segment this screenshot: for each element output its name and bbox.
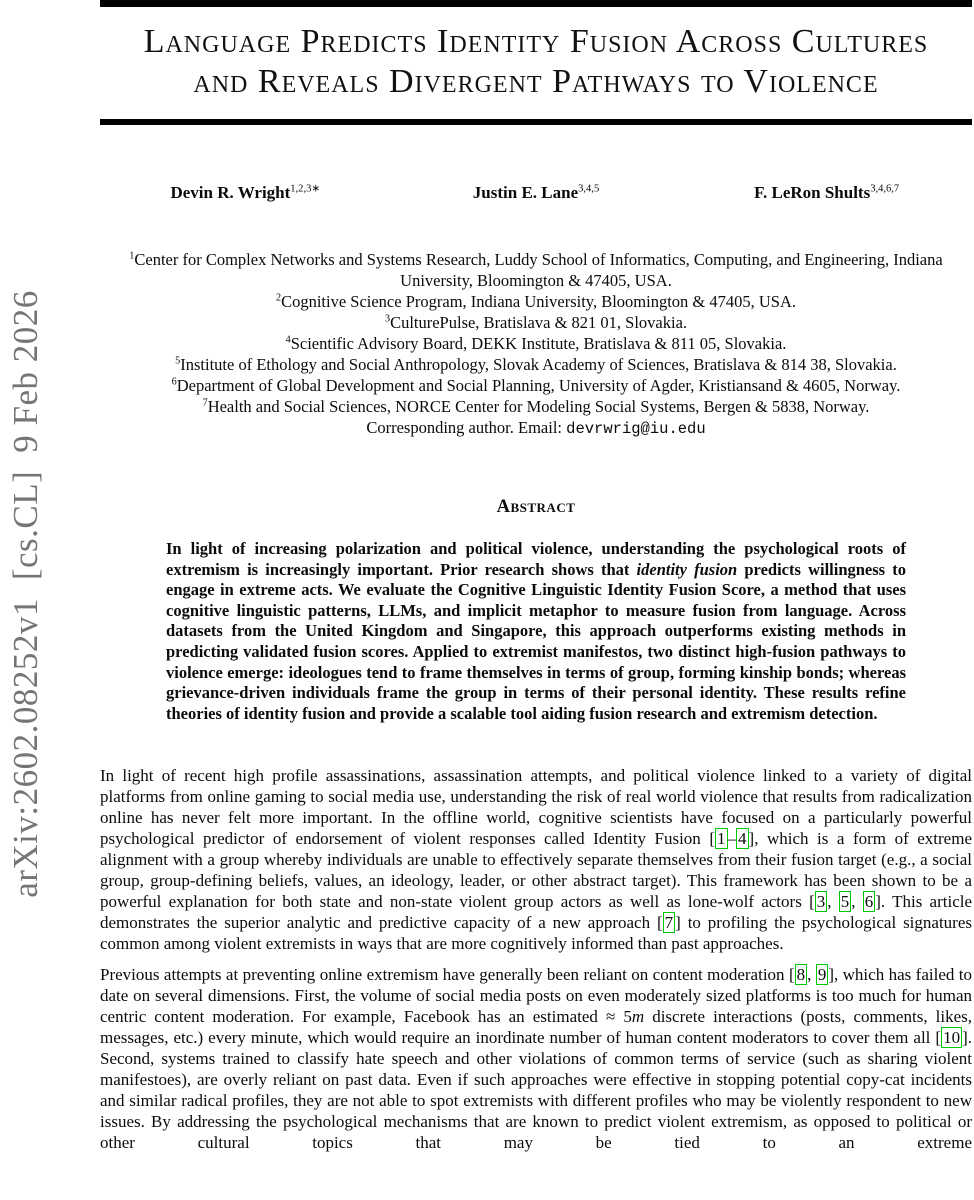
- affiliation-line: [100, 375, 972, 396]
- corresponding-author-line: [100, 417, 972, 440]
- affiliation-line: [100, 396, 972, 417]
- affiliation-line: [100, 333, 972, 354]
- citation-link[interactable]: 10: [943, 1028, 961, 1048]
- affiliations-block: [100, 249, 972, 440]
- title-line-2: and Reveals Divergent Pathways to Violence: [193, 63, 879, 100]
- citation-link[interactable]: 1: [717, 829, 726, 849]
- citation-link[interactable]: 8: [796, 965, 806, 985]
- title-rule-top: [100, 0, 972, 7]
- author-name: Devin R. Wright: [170, 183, 291, 202]
- affiliation-superscript: 2: [275, 292, 282, 304]
- affiliation-text: Department of Global Development and Social Planning, University of Agder, Kristiansand & 4605, Norway.: [176, 376, 901, 395]
- citation-link[interactable]: 4: [738, 829, 747, 849]
- affiliation-line: [100, 312, 972, 333]
- affiliation-text: Institute of Ethology and Social Anthropology, Slovak Academy of Sciences, Bratislava & 814 38, Slovakia.: [180, 355, 897, 374]
- affiliation-line: [100, 249, 972, 291]
- arxiv-watermark: arXiv:2602.08252v1 [cs.CL] 9 Feb 2026: [6, 290, 45, 898]
- corresponding-email: devrwrig@iu.edu: [566, 420, 706, 438]
- citation-link[interactable]: 9: [817, 965, 827, 985]
- affiliation-text: Scientific Advisory Board, DEKK Institute, Bratislava & 811 05, Slovakia.: [290, 334, 787, 353]
- paper-title: [100, 22, 972, 102]
- author-row: [100, 183, 972, 203]
- body-paragraph-2: Previous attempts at preventing online extremism have generally been reliant on content moderation [ 8 , 9 ], which has failed to date on several dimensions. First, the volume of social media posts on even moderately sized platforms is too much for human centric content moderation. For example, Facebook has an estimated ≈ 5m discrete interactions (posts, comments, likes, messages, etc.) every minute, which would require an inordinate number of human content moderators to cover them all [ 10 ]. Second, systems trained to classify hate speech and other violations of common terms of service (such as sharing violent manifestoes), are overly reliant on past data. Even if such approaches were effective in stopping potential copy-cat incidents and similar radical profiles, they are not able to spot extremists with different profiles who may be violently respondent to new issues. By addressing the psychological mechanisms that are known to predict violent extremism, as opposed to political or other cultural topics that may be tied to an extreme: [100, 965, 973, 1153]
- affiliation-text: Center for Complex Networks and Systems Research, Luddy School of Informatics, Computing, and Engineering, Indiana University, Bloomington & 47405, USA.: [134, 250, 943, 290]
- affiliation-text: Cognitive Science Program, Indiana University, Bloomington & 47405, USA.: [281, 292, 797, 311]
- author-shults: [681, 183, 972, 203]
- abstract-text: In light of increasing polarization and political violence, understanding the psychological roots of extremism is increasingly important. Prior research shows that identity fusion predicts willingness to engage in extreme acts. We evaluate the Cognitive Linguistic Identity Fusion Score, a method that uses cognitive linguistic patterns, LLMs, and implicit metaphor to measure fusion from language. Across datasets from the United Kingdom and Singapore, this approach outperforms existing methods in predicting validated fusion scores. Applied to extremist manifestos, two distinct high-fusion pathways to violence emerge: ideologues tend to frame themselves in terms of group, forming kinship bonds; whereas grievance-driven individuals frame the group in terms of their personal identity. These results refine theories of identity fusion and provide a scalable tool aiding fusion research and extremism detection.: [166, 539, 907, 723]
- paper-content: [100, 0, 972, 1153]
- body-paragraph-1: In light of recent high profile assassinations, assassination attempts, and political violence linked to a variety of digital platforms from online gaming to social media use, understanding the risk of real world violence that results from radicalization online has never felt more important. In the offline world, cognitive scientists have focused on a particularly powerful psychological predictor of endorsement of violent responses called Identity Fusion [ 1 – 4 ], which is a form of extreme alignment with a group whereby individuals are unable to effectively separate themselves from their fusion target (e.g., a social group, group-defining beliefs, values, an ideology, leader, or other abstract target). This framework has been shown to be a powerful explanation for both state and non-state violent group actors as well as lone-wolf actors [ 3 , 5 , 6 ]. This article demonstrates the superior analytic and predictive capacity of a new approach [ 7 ] to profiling the psychological signatures common among violent extremists in ways that are more cognitively informed than past approaches.: [100, 766, 973, 954]
- citation-link[interactable]: 7: [664, 913, 674, 933]
- title-rule-bottom: [100, 119, 972, 125]
- author-lane: [391, 183, 682, 203]
- affiliation-superscript: 7: [202, 397, 208, 409]
- affiliation-superscript: 5: [175, 355, 181, 367]
- affiliation-superscript: 3: [384, 313, 391, 325]
- author-superscript: 3,4,6,7: [870, 183, 900, 195]
- author-superscript: 3,4,5: [578, 183, 600, 195]
- affiliation-text: CulturePulse, Bratislava & 821 01, Slovakia.: [390, 313, 688, 332]
- citation-link[interactable]: 6: [864, 892, 874, 912]
- author-wright: [100, 183, 391, 203]
- author-name: Justin E. Lane: [472, 183, 579, 202]
- title-line-1: Language Predicts Identity Fusion Across Cultures: [143, 23, 929, 60]
- citation-link[interactable]: 3: [816, 892, 826, 912]
- author-name: F. LeRon Shults: [754, 183, 871, 202]
- corresponding-prefix: Corresponding author. Email:: [366, 418, 567, 437]
- citation-link[interactable]: 5: [840, 892, 850, 912]
- affiliation-text: Health and Social Sciences, NORCE Center for Modeling Social Systems, Bergen & 5838, Norway.: [207, 397, 870, 416]
- affiliation-line: [100, 291, 972, 312]
- affiliation-superscript: 1: [129, 250, 135, 262]
- abstract-heading: Abstract: [496, 497, 576, 517]
- affiliation-superscript: 6: [171, 376, 177, 388]
- affiliation-line: [100, 354, 972, 375]
- author-superscript: 1,2,3∗: [290, 183, 321, 195]
- affiliation-superscript: 4: [285, 334, 291, 346]
